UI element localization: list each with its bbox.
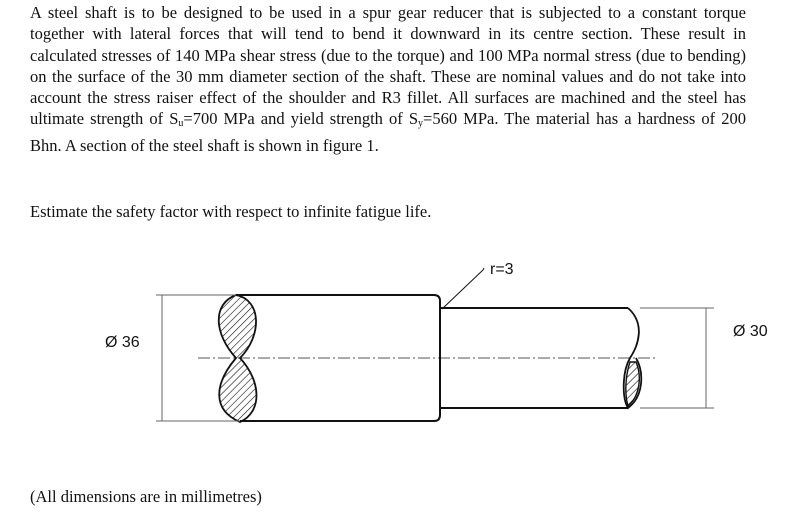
right-break-hatch	[626, 362, 639, 406]
sy-subscript: y	[418, 118, 424, 130]
large-diameter-label: Ø 36	[105, 334, 140, 351]
su-subscript: u	[178, 118, 184, 130]
problem-text-part-2: =700 MPa and yield strength of S	[183, 109, 419, 129]
small-diameter-label: Ø 30	[733, 323, 768, 340]
question-text: Estimate the safety factor with respect to infinite fatigue life.	[30, 202, 432, 221]
fillet-leader-shelf	[483, 268, 484, 270]
fillet-leader	[442, 270, 483, 309]
problem-text-part-3: =560 MPa. The material has a hardness of 200 Bhn. A section of the steel shaft is shown in figure 1.	[30, 109, 746, 155]
problem-text-part-1: A steel shaft is to be designed to be used in a spur gear reducer that is subjected to a constant torque together with lateral forces that will tend to bend it downward in its centre section. These result in calculated stresses of 140 MPa shear stress (due to the torque) and 100 MPa normal stress (due to bending) on the surface of the 30 mm diameter section of the shaft. These are nominal values and do not take into account the stress raiser effect of the shoulder and R3 fillet. All surfaces are machined and the steel has ultimate strength of S	[30, 3, 746, 129]
units-note: (All dimensions are in millimetres)	[30, 487, 262, 506]
fillet-radius-label: r=3	[490, 261, 514, 278]
